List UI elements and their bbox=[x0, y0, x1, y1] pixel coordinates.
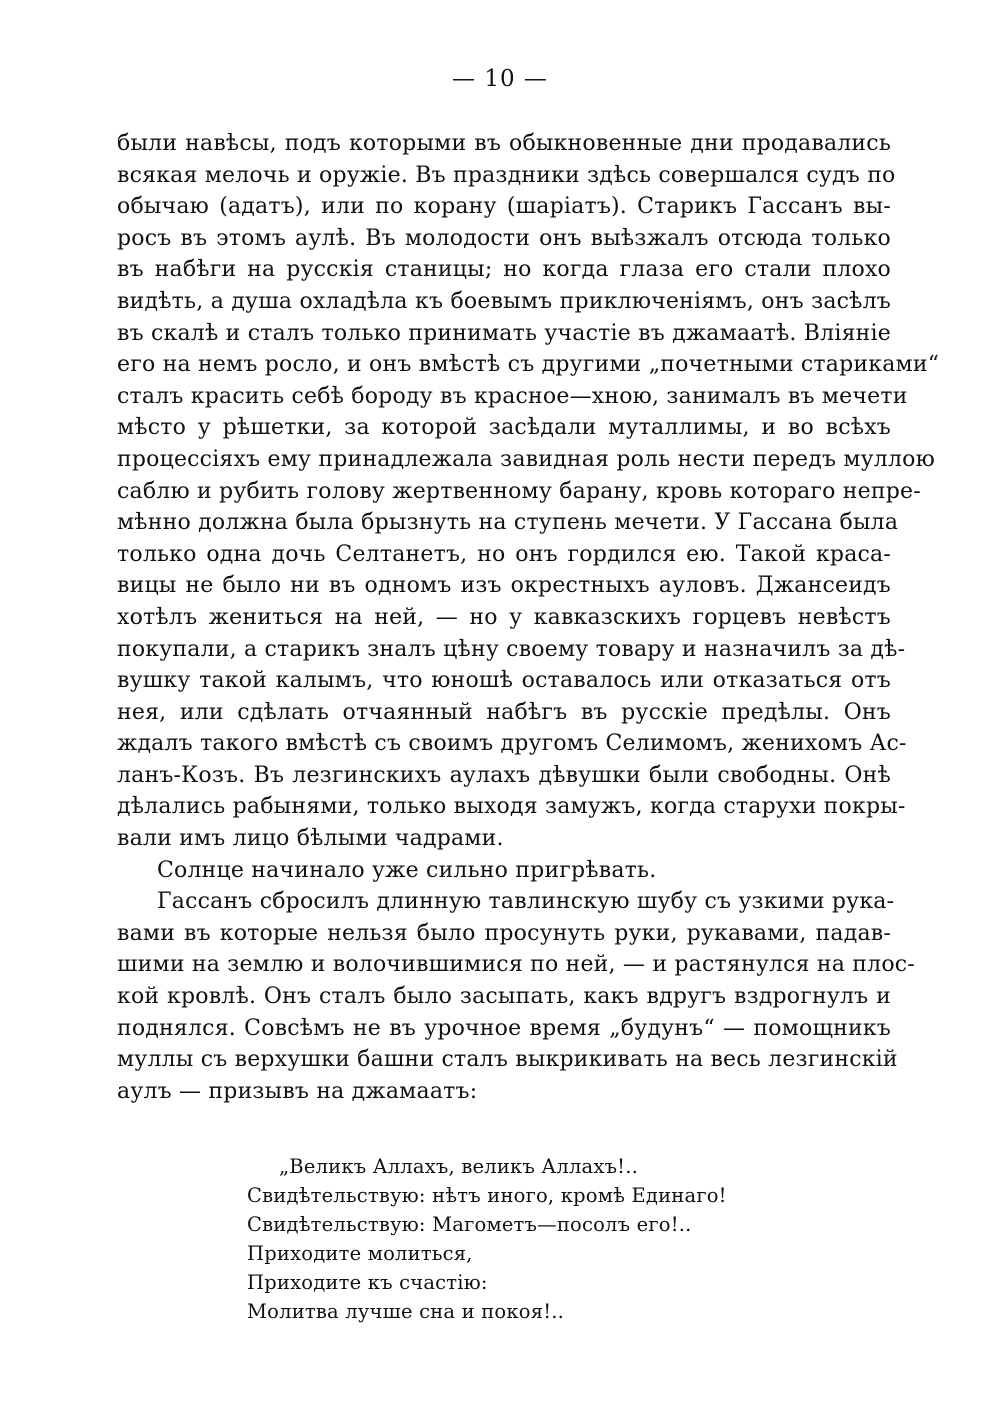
text-line: видѣть, а душа охладѣла къ боевымъ приключеніямъ, онъ засѣлъ bbox=[117, 288, 891, 314]
text-line: всякая мелочь и оружіе. Въ праздники здѣсь совершался судъ по bbox=[117, 162, 896, 188]
text-line: обычаю (адатъ), или по корану (шаріатъ). Старикъ Гассанъ вы- bbox=[117, 194, 891, 220]
text-line: вушку такой калымъ, что юношѣ оставалось или отказаться отъ bbox=[117, 668, 891, 694]
text-line: покупали, а старикъ зналъ цѣну своему товару и назначилъ за дѣ- bbox=[117, 636, 906, 662]
text-line: вами въ которые нельзя было просунуть руки, рукавами, падав- bbox=[117, 920, 891, 946]
verse-line: Свидѣтельствую: Магометъ—посолъ его!.. bbox=[247, 1213, 692, 1236]
call-to-prayer-verse bbox=[247, 1152, 807, 1326]
text-line: вали имъ лицо бѣлыми чадрами. bbox=[117, 826, 504, 852]
body-text bbox=[117, 128, 940, 1107]
text-line: были навѣсы, подъ которыми въ обыкновенные дни продавались bbox=[117, 131, 891, 156]
text-line: дѣлались рабынями, только выходя замужъ, когда старухи покры- bbox=[117, 794, 906, 820]
verse-line: Молитва лучше сна и покоя!.. bbox=[247, 1300, 565, 1323]
verse-line: Приходите молиться, bbox=[247, 1242, 473, 1265]
text-line: ждалъ такого вмѣстѣ съ своимъ другомъ Селимомъ, женихомъ Ас- bbox=[117, 731, 907, 757]
text-line: процессіяхъ ему принадлежала завидная роль нести передъ муллою bbox=[117, 446, 935, 472]
text-line: поднялся. Совсѣмъ не въ урочное время „будунъ“ — помощникъ bbox=[117, 1015, 891, 1041]
text-line: Гассанъ сбросилъ длинную тавлинскую шубу съ узкими рука- bbox=[157, 889, 895, 915]
text-line: его на немъ росло, и онъ вмѣстѣ съ другими „почетными стариками“ bbox=[117, 352, 940, 378]
text-line: нея, или сдѣлать отчаянный набѣгъ въ русскіе предѣлы. Онъ bbox=[117, 699, 891, 725]
text-line: кой кровлѣ. Онъ сталъ было засыпать, какъ вдругъ вздрогнулъ и bbox=[117, 984, 891, 1010]
text-line: саблю и рубить голову жертвенному барану, кровь котораго непре- bbox=[117, 478, 921, 504]
text-line: мѣнно должна была брызнуть на ступень мечети. У Гассана была bbox=[117, 510, 899, 536]
verse-line: „Великъ Аллахъ, великъ Аллахъ!.. bbox=[279, 1155, 639, 1178]
text-line: въ набѣги на русскія станицы; но когда глаза его стали плохо bbox=[117, 257, 891, 283]
text-line: росъ въ этомъ аулѣ. Въ молодости онъ выѣзжалъ отсюда только bbox=[117, 225, 891, 251]
verse-line: Свидѣтельствую: нѣтъ иного, кромѣ Единаго! bbox=[247, 1184, 727, 1207]
text-line: муллы съ верхушки башни сталъ выкрикивать на весь лезгинскій bbox=[117, 1047, 898, 1073]
text-line: шими на землю и волочившимися по ней, — и растянулся на плос- bbox=[117, 952, 915, 978]
text-line: аулъ — призывъ на джамаатъ: bbox=[117, 1078, 478, 1104]
text-line: только одна дочь Селтанетъ, но онъ гордился ею. Такой краса- bbox=[117, 541, 891, 567]
text-line: въ скалѣ и сталъ только принимать участіе въ джамаатѣ. Вліяніе bbox=[117, 320, 891, 346]
verse-line: Приходите къ счастію: bbox=[247, 1271, 488, 1294]
text-line: вицы не было ни въ одномъ изъ окрестныхъ ауловъ. Джансеидъ bbox=[117, 573, 891, 599]
text-line: ланъ-Козъ. Въ лезгинскихъ аулахъ дѣвушки были свободны. Онѣ bbox=[117, 762, 891, 788]
text-line: Солнце начинало уже сильно пригрѣвать. bbox=[157, 857, 657, 883]
text-line: мѣсто у рѣшетки, за которой засѣдали муталлимы, и во всѣхъ bbox=[117, 415, 891, 441]
text-line: хотѣлъ жениться на ней, — но у кавказскихъ горцевъ невѣстъ bbox=[117, 604, 891, 630]
text-line: сталъ красить себѣ бороду въ красное—хною, занималъ въ мечети bbox=[117, 383, 908, 409]
page-number: — 10 — bbox=[452, 66, 548, 92]
